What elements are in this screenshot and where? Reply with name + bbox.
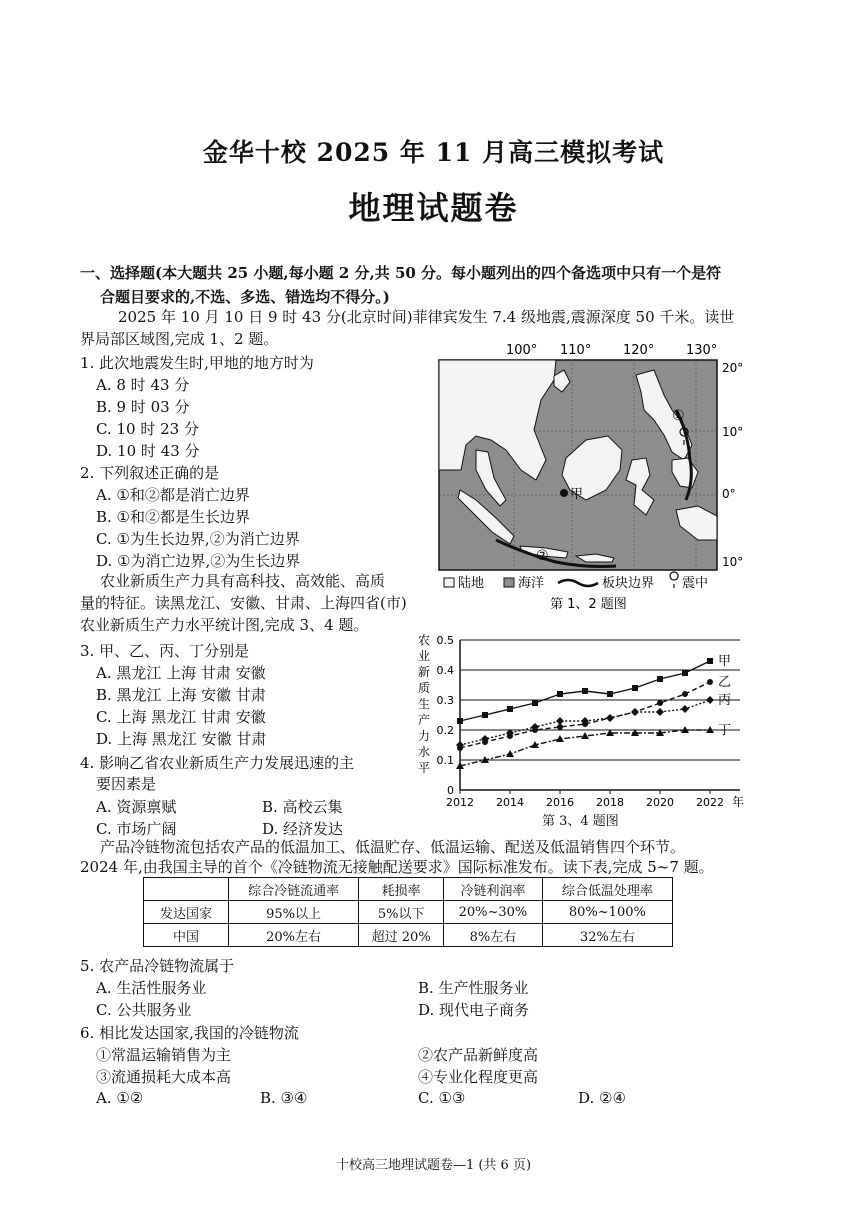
line-chart: [410, 630, 750, 834]
q2-stem: 2. 下列叙述正确的是: [80, 464, 220, 482]
q2-option-c: C. ①为生长边界,②为消亡边界: [96, 530, 300, 548]
map-label-120: 120°: [623, 343, 655, 358]
map-label-10s: 10°: [722, 555, 744, 569]
intro-line2: 界局部区域图,完成 1、2 题。: [80, 330, 279, 348]
data-point: [707, 658, 713, 664]
data-point: [631, 708, 639, 716]
boundary-2-label: ②: [536, 548, 549, 564]
q6-option-c: C. ①③: [418, 1089, 466, 1107]
data-point: [557, 691, 563, 697]
section-heading-line2: 合题目要求的,不选、多选、错选均不得分。): [100, 288, 390, 306]
q5-option-a: A. 生活性服务业: [96, 979, 207, 997]
data-point: [556, 735, 564, 742]
intro57-line1: 产品冷链物流包括农产品的低温加工、低温贮存、低温运输、配送及低温销售四个环节。: [100, 838, 686, 856]
data-point: [581, 732, 589, 739]
data-point: [657, 676, 663, 682]
map-label-20n: 20°: [722, 361, 744, 375]
q6-item-2: ②农产品新鲜度高: [418, 1046, 539, 1064]
intro34-line3: 农业新质生产力水平统计图,完成 3、4 题。: [80, 616, 369, 634]
legend-boundary-swatch: [558, 580, 598, 586]
table-header-cell: 综合冷链流通率: [229, 878, 359, 901]
y-axis-label-char: 质: [417, 681, 431, 695]
y-axis-label-char: 新: [417, 665, 431, 679]
q2-option-d: D. ①为消亡边界,②为生长边界: [96, 552, 301, 570]
legend-sea-swatch: [504, 578, 514, 587]
x-tick-label: 2018: [596, 796, 624, 809]
map-figure: [436, 340, 781, 624]
legend-land-swatch: [444, 578, 454, 587]
data-point: [657, 700, 663, 706]
map-label-0: 0°: [722, 487, 736, 501]
boundary-1-label: ①: [672, 408, 685, 424]
table-cell: 8%左右: [444, 924, 543, 947]
y-tick-label: 0.3: [436, 694, 454, 707]
chart-series: [456, 654, 731, 769]
map-label-10n: 10°: [722, 425, 744, 439]
legend-boundary-label: 板块边界: [602, 576, 655, 591]
intro34-line2: 量的特征。读黑龙江、安徽、甘肃、上海四省(市): [80, 594, 407, 612]
x-tick-label: 2014: [496, 796, 524, 809]
y-tick-label: 0.5: [436, 634, 454, 647]
map-label-110: 110°: [560, 343, 592, 358]
data-point: [706, 696, 714, 704]
data-point: [707, 679, 713, 685]
legend-land-label: 陆地: [458, 576, 485, 591]
q6-item-3: ③流通损耗大成本高: [96, 1068, 232, 1086]
intro57-line2: 2024 年,由我国主导的首个《冷链物流无接触配送要求》国际标准发布。读下表,完成 5~7 题。: [80, 858, 714, 876]
data-point: [482, 712, 488, 718]
q2-option-a: A. ①和②都是消亡边界: [96, 486, 250, 504]
q4-option-d: D. 经济发达: [262, 820, 344, 838]
y-axis-label-group: [418, 633, 430, 775]
q4-option-b: B. 高校云集: [262, 798, 343, 816]
y-axis-label-char: 产: [417, 713, 431, 727]
data-point: [682, 670, 688, 676]
q3-option-a: A. 黑龙江 上海 甘肃 安徽: [96, 664, 266, 682]
q3-option-d: D. 上海 黑龙江 安徽 甘肃: [96, 730, 267, 748]
exam-title: 金华十校 2025 年 11 月高三模拟考试: [202, 138, 665, 167]
chart-grid: [460, 640, 740, 794]
section-heading-line1: 一、选择题(本大题共 25 小题,每小题 2 分,共 50 分。每小题列出的四个备选项中只有一个是符: [80, 264, 722, 282]
table-cell: 20%~30%: [444, 901, 543, 924]
q4-option-c: C. 市场广阔: [96, 820, 177, 838]
chart-ticks: [437, 634, 745, 809]
q5-option-c: C. 公共服务业: [96, 1001, 192, 1019]
y-axis-label-char: 水: [417, 745, 431, 759]
map-svg: [436, 340, 781, 620]
table-cell: 发达国家: [144, 901, 229, 924]
series-label: 丁: [718, 723, 732, 738]
q3-option-c: C. 上海 黑龙江 甘肃 安徽: [96, 708, 266, 726]
data-point: [656, 708, 664, 716]
legend-sea-label: 海洋: [518, 576, 545, 591]
jia-label: 甲: [570, 487, 584, 502]
data-point: [582, 688, 588, 694]
map-caption: 第 1、2 题图: [550, 597, 627, 612]
q4-stem-line2: 要因素是: [96, 775, 157, 793]
map-label-100: 100°: [506, 343, 538, 358]
q6-item-4: ④专业化程度更高: [418, 1068, 539, 1086]
y-axis-label-char: 平: [417, 761, 431, 775]
table-header-row: [144, 878, 673, 901]
data-point: [632, 685, 638, 691]
table-cell: 32%左右: [542, 924, 672, 947]
table-row: [144, 901, 673, 924]
q3-stem: 3. 甲、乙、丙、丁分别是: [80, 642, 250, 660]
x-tick-label: 2020: [646, 796, 674, 809]
table-cell: 80%~100%: [542, 901, 672, 924]
table-row: [144, 924, 673, 947]
table-header-cell: 综合低温处理率: [542, 878, 672, 901]
q6-option-d: D. ②④: [578, 1089, 626, 1107]
q4-option-a: A. 资源禀赋: [96, 798, 177, 816]
data-point: [507, 706, 513, 712]
data-point: [532, 700, 538, 706]
intro-line1: 2025 年 10 月 10 日 9 时 43 分(北京时间)菲律宾发生 7.4 级地震,震源深度 50 千米。读世: [118, 308, 735, 326]
y-axis-label-char: 力: [417, 729, 431, 743]
q6-item-1: ①常温运输销售为主: [96, 1046, 232, 1064]
intro34-line1: 农业新质生产力具有高科技、高效能、高质: [100, 572, 386, 590]
x-tick-label: 2012: [446, 796, 474, 809]
table-cell: 5%以下: [359, 901, 444, 924]
q1-option-d: D. 10 时 43 分: [96, 442, 200, 460]
y-axis-label-char: 生: [417, 697, 431, 711]
table-header-cell: 耗损率: [359, 878, 444, 901]
q5-option-b: B. 生产性服务业: [418, 979, 529, 997]
y-axis-label-char: 业: [417, 649, 431, 663]
legend-epicenter-icon: [670, 572, 678, 588]
data-point: [606, 714, 614, 722]
table-header-cell: 冷链利润率: [444, 878, 543, 901]
y-tick-label: 0: [447, 784, 454, 797]
cold-chain-table: [143, 877, 673, 947]
chart-caption: 第 3、4 题图: [542, 814, 619, 829]
q1-stem: 1. 此次地震发生时,甲地的地方时为: [80, 354, 314, 372]
y-axis-label-char: 农: [417, 633, 431, 647]
map-label-130: 130°: [686, 343, 718, 358]
q3-option-b: B. 黑龙江 上海 安徽 甘肃: [96, 686, 266, 704]
q2-option-b: B. ①和②都是生长边界: [96, 508, 251, 526]
subject-title: 地理试题卷: [348, 189, 519, 227]
x-tick-label: 2022: [696, 796, 724, 809]
x-tick-label: 2016: [546, 796, 574, 809]
series-label: 甲: [718, 654, 732, 669]
table-cell: 20%左右: [229, 924, 359, 947]
q4-stem-line1: 4. 影响乙省农业新质生产力发展迅速的主: [80, 754, 355, 772]
chart-svg: [410, 630, 750, 830]
jia-marker-dot: [560, 489, 568, 497]
table-cell: 95%以上: [229, 901, 359, 924]
data-point: [681, 705, 689, 713]
page-footer: 十校高三地理试题卷—1 (共 6 页): [335, 1158, 532, 1173]
data-point: [682, 691, 688, 697]
series-label: 乙: [718, 675, 732, 690]
q6-option-b: B. ③④: [260, 1089, 308, 1107]
q6-stem: 6. 相比发达国家,我国的冷链物流: [80, 1024, 299, 1042]
y-tick-label: 0.2: [436, 724, 454, 737]
q1-option-c: C. 10 时 23 分: [96, 420, 199, 438]
table-header-cell: [144, 878, 229, 901]
y-tick-label: 0.4: [436, 664, 454, 677]
q6-option-a: A. ①②: [96, 1089, 144, 1107]
table-cell: 超过 20%: [359, 924, 444, 947]
data-point: [607, 691, 613, 697]
table-cell: 中国: [144, 924, 229, 947]
data-point: [556, 717, 564, 725]
legend-epicenter-label: 震中: [682, 576, 709, 591]
data-point: [506, 750, 514, 757]
x-axis-label: 年: [732, 795, 745, 809]
q1-option-b: B. 9 时 03 分: [96, 398, 190, 416]
y-tick-label: 0.1: [436, 754, 454, 767]
data-point: [457, 718, 463, 724]
q1-option-a: A. 8 时 43 分: [96, 376, 190, 394]
series-label: 丙: [718, 693, 732, 708]
q5-option-d: D. 现代电子商务: [418, 1001, 530, 1019]
q5-stem: 5. 农产品冷链物流属于: [80, 957, 235, 975]
